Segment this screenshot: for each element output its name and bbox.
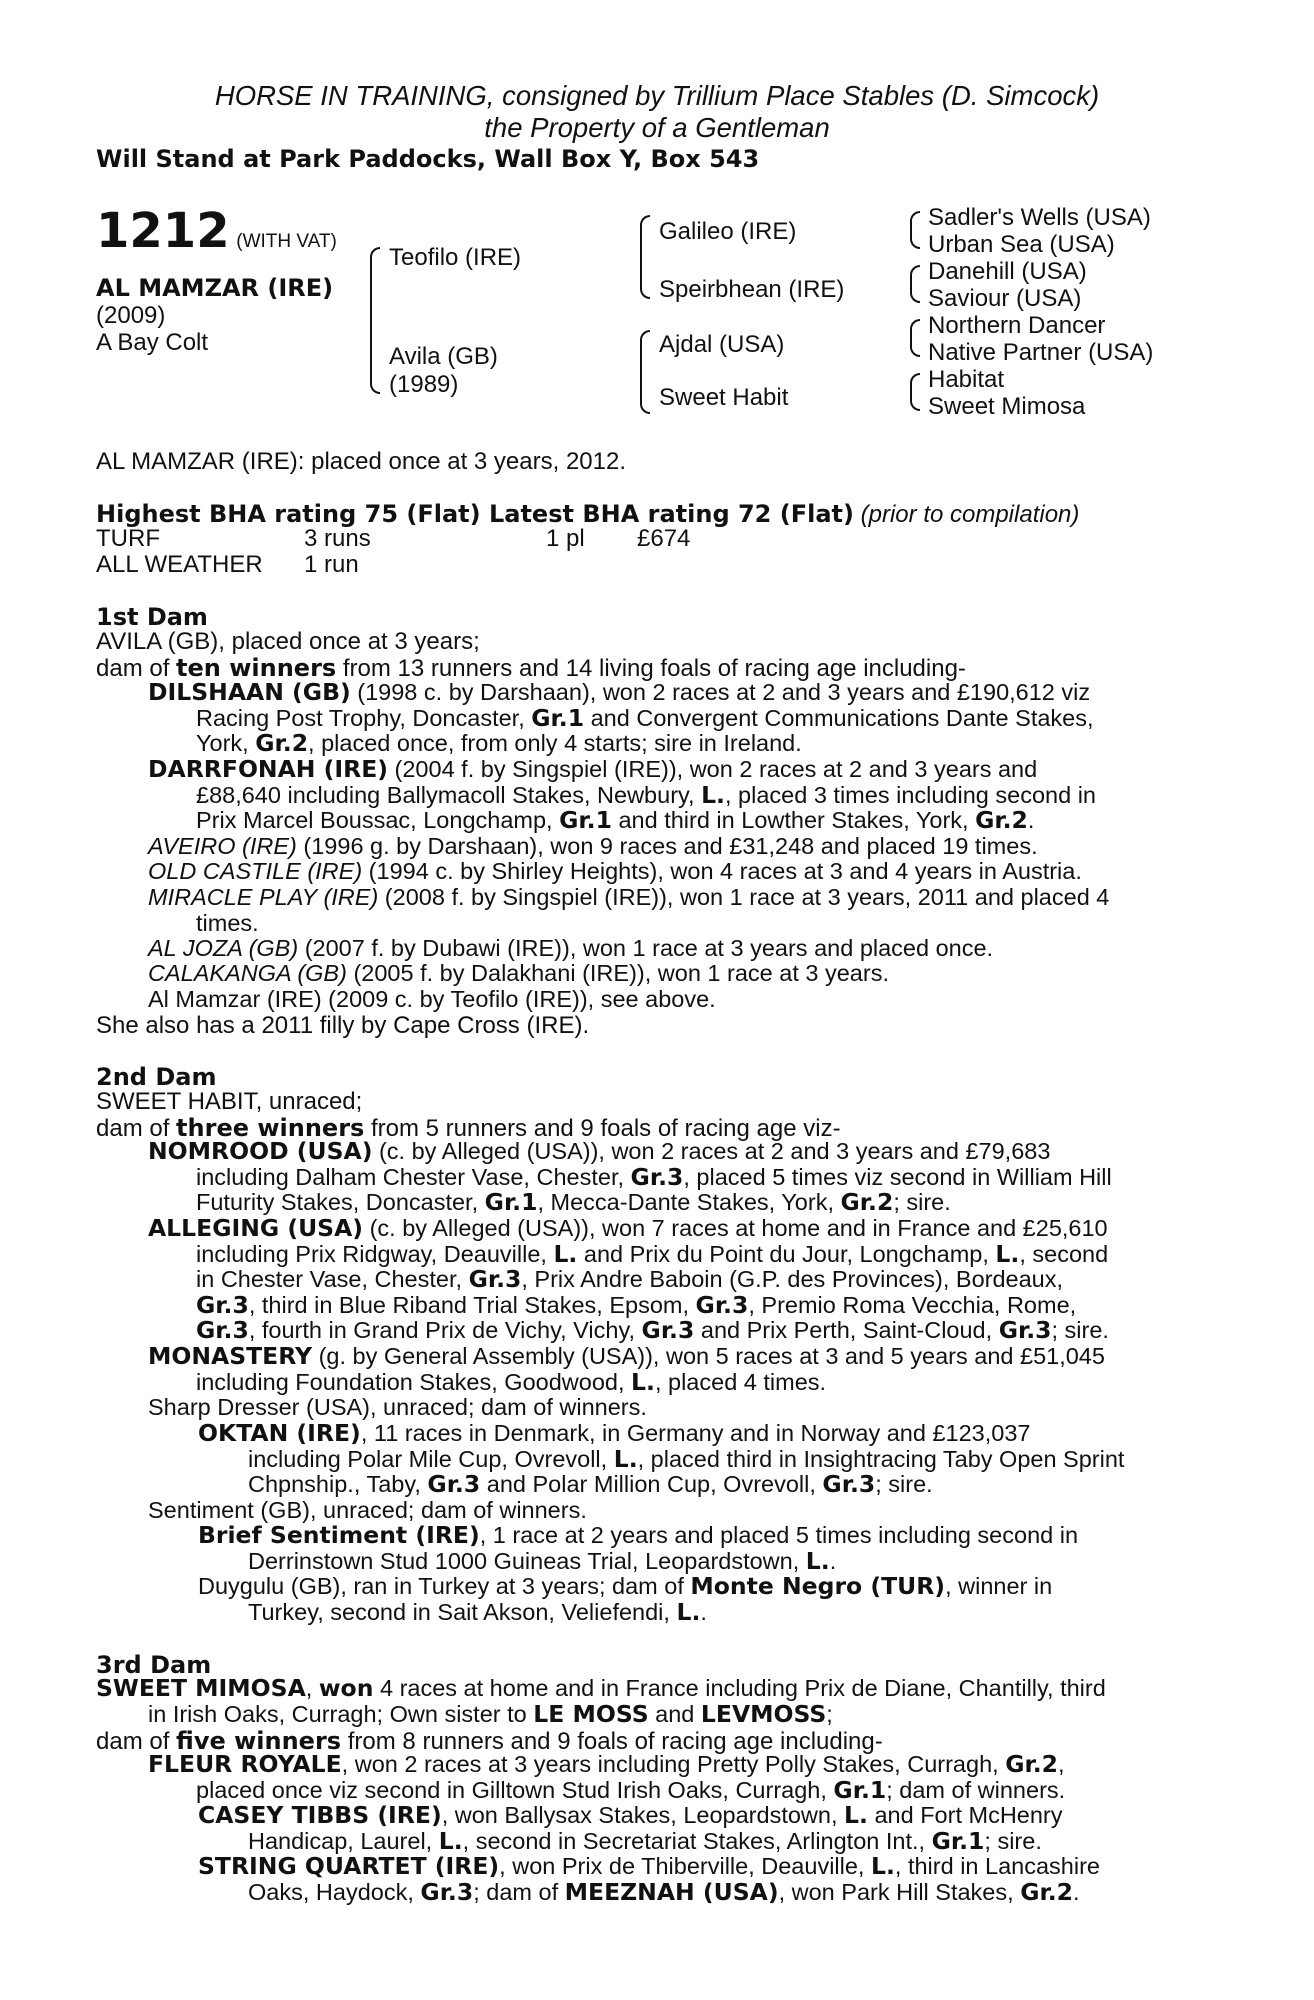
- produce-oktan: OKTAN (IRE), 11 races in Denmark, in Germany and in Norway and £123,037 including Polar Mile Cup, Ovrevoll, L., placed third in Insightracing Taby Open Sprint Chpnship., Taby, Gr.3 and Polar Million Cup, Ovrevoll, Gr.3; sire.: [198, 1419, 1125, 1498]
- first-dam-intro: AVILA (GB), placed once at 3 years;: [96, 628, 480, 655]
- produce-aveiro: AVEIRO (IRE) (1996 g. by Darshaan), won 9 races and £31,248 and placed 19 times.: [148, 833, 1038, 859]
- turf-placed: 1 pl: [546, 525, 585, 552]
- placed-summary: AL MAMZAR (IRE): placed once at 3 years, 2012.: [96, 448, 627, 475]
- pedigree-sire: Teofilo (IRE): [389, 244, 522, 271]
- produce-duygulu: Duygulu (GB), ran in Turkey at 3 years; dam of Monte Negro (TUR), winner in Turkey, second in Sait Akson, Veliefendi, L..: [198, 1572, 1053, 1626]
- produce-sharp-dresser: Sharp Dresser (USA), unraced; dam of winners.: [148, 1394, 647, 1420]
- pedigree-brace-main: [370, 247, 380, 394]
- produce-al-joza: AL JOZA (GB) (2007 f. by Dubawi (IRE)), won 1 race at 3 years and placed once.: [148, 935, 994, 961]
- second-dam-intro: SWEET HABIT, unraced;: [96, 1088, 363, 1115]
- second-dam-heading: 2nd Dam: [96, 1063, 217, 1091]
- first-dam-produce: dam of ten winners from 13 runners and 14 living foals of racing age including-: [96, 654, 966, 682]
- third-dam-sweet-mimosa: SWEET MIMOSA, won 4 races at home and in France including Prix de Diane, Chantilly, third in Irish Oaks, Curragh; Own sister to LE MOSS and LEVMOSS;: [96, 1674, 1106, 1728]
- rating-note: (prior to compilation): [860, 501, 1080, 528]
- produce-calakanga: CALAKANGA (GB) (2005 f. by Dalakhani (IRE)), won 1 race at 3 years.: [148, 960, 889, 986]
- header-property: the Property of a Gentleman: [484, 112, 830, 143]
- produce-sentiment: Sentiment (GB), unraced; dam of winners.: [148, 1497, 587, 1523]
- pedigree-dss: Northern Dancer: [928, 312, 1106, 339]
- produce-casey-tibbs: CASEY TIBBS (IRE), won Ballysax Stakes, Leopardstown, L. and Fort McHenry Handicap, Laurel, L., second in Secretariat Stakes, Arlington Int., Gr.1; sire.: [198, 1801, 1063, 1855]
- rating-line: [96, 500, 1079, 529]
- produce-monastery: MONASTERY (g. by General Assembly (USA)), won 5 races at 3 and 5 years and £51,045 including Foundation Stakes, Goodwood, L., placed 4 times.: [148, 1342, 1105, 1396]
- pedigree-sdd: Saviour (USA): [928, 285, 1082, 312]
- pedigree-brace-dd: [910, 373, 920, 411]
- pedigree-sire-dam: Speirbhean (IRE): [659, 276, 845, 303]
- pedigree-brace-ds: [910, 319, 920, 357]
- produce-old-castile: OLD CASTILE (IRE) (1994 c. by Shirley Heights), won 4 races at 3 and 4 years in Austria.: [148, 858, 1082, 884]
- aw-label: ALL WEATHER: [96, 551, 263, 578]
- lot-vat: (WITH VAT): [236, 231, 337, 252]
- pedigree-sire-sire: Galileo (IRE): [659, 218, 797, 245]
- pedigree-dam-year: (1989): [389, 371, 459, 398]
- pedigree-dam: Avila (GB): [389, 343, 498, 370]
- aw-runs: 1 run: [304, 551, 359, 578]
- pedigree-ddd: Sweet Mimosa: [928, 393, 1086, 420]
- horse-description: A Bay Colt: [96, 329, 209, 356]
- first-dam-heading: 1st Dam: [96, 603, 208, 631]
- pedigree-dam-dam: Sweet Habit: [659, 384, 789, 411]
- second-dam-produce: dam of three winners from 5 runners and 9 foals of racing age viz-: [96, 1114, 841, 1142]
- horse-name: AL MAMZAR (IRE): [96, 274, 334, 302]
- produce-brief-sentiment: Brief Sentiment (IRE), 1 race at 2 years and placed 5 times including second in Derrinstown Stud 1000 Guineas Trial, Leopardstown, L..: [198, 1521, 1079, 1575]
- third-dam-produce: dam of five winners from 8 runners and 9 foals of racing age including-: [96, 1727, 883, 1755]
- turf-runs: 3 runs: [304, 525, 371, 552]
- turf-money: £674: [637, 525, 691, 552]
- pedigree-dsd: Native Partner (USA): [928, 339, 1154, 366]
- pedigree-brace-sd: [910, 265, 920, 303]
- header-consignor: HORSE IN TRAINING, consigned by Trillium Place Stables (D. Simcock): [214, 80, 1100, 111]
- first-dam-also: She also has a 2011 filly by Cape Cross (IRE).: [96, 1012, 590, 1039]
- horse-year: (2009): [96, 302, 166, 329]
- pedigree-dds: Habitat: [928, 366, 1005, 393]
- produce-fleur-royale: FLEUR ROYALE, won 2 races at 3 years including Pretty Polly Stakes, Curragh, Gr.2, placed once viz second in Gilltown Stud Irish Oaks, Curragh, Gr.1; dam of winners.: [148, 1750, 1066, 1804]
- pedigree-brace-sire: [640, 215, 650, 299]
- pedigree-ssd: Urban Sea (USA): [928, 231, 1115, 258]
- pedigree-dam-sire: Ajdal (USA): [659, 331, 785, 358]
- pedigree-sss: Sadler's Wells (USA): [928, 204, 1151, 231]
- produce-alleging: ALLEGING (USA) (c. by Alleged (USA)), won 7 races at home and in France and £25,610 including Prix Ridgway, Deauville, L. and Prix du Point du Jour, Longchamp, L., second in Chester Vase, Chester, Gr.3, Prix Andre Baboin (G.P. des Provinces), Bordeaux, Gr.3, third in Blue Riband Trial Stakes, Epsom, Gr.3, Premio Roma Vecchia, Rome, Gr.3, fourth in Grand Prix de Vichy, Vichy, Gr.3 and Prix Perth, Saint-Cloud, Gr.3; sire.: [148, 1214, 1109, 1344]
- rating-bold: Highest BHA rating 75 (Flat) Latest BHA rating 72 (Flat): [96, 500, 854, 528]
- third-dam-heading: 3rd Dam: [96, 1651, 212, 1679]
- produce-string-quartet: STRING QUARTET (IRE), won Prix de Thiberville, Deauville, L., third in Lancashire Oaks, Haydock, Gr.3; dam of MEEZNAH (USA), won Park Hill Stakes, Gr.2.: [198, 1852, 1100, 1906]
- lot-number-row: [96, 203, 337, 259]
- produce-al-mamzar: Al Mamzar (IRE) (2009 c. by Teofilo (IRE)), see above.: [148, 986, 716, 1012]
- pedigree-sds: Danehill (USA): [928, 258, 1087, 285]
- produce-darrfonah: DARRFONAH (IRE) (2004 f. by Singspiel (IRE)), won 2 races at 2 and 3 years and £88,640 including Ballymacoll Stakes, Newbury, L., placed 3 times including second in Prix Marcel Boussac, Longchamp, Gr.1 and third in Lowther Stakes, York, Gr.2.: [148, 755, 1096, 834]
- lot-number: 1212: [96, 203, 230, 259]
- pedigree-brace-ss: [910, 211, 920, 249]
- produce-miracle-play: MIRACLE PLAY (IRE) (2008 f. by Singspiel (IRE)), won 1 race at 3 years, 2011 and placed 4 times.: [148, 884, 1110, 936]
- turf-label: TURF: [96, 525, 160, 552]
- header-location: Will Stand at Park Paddocks, Wall Box Y, Box 543: [96, 145, 760, 173]
- pedigree-brace-dam: [640, 330, 650, 414]
- produce-nomrood: NOMROOD (USA) (c. by Alleged (USA)), won 2 races at 2 and 3 years and £79,683 including Dalham Chester Vase, Chester, Gr.3, placed 5 times viz second in William Hill Futurity Stakes, Doncaster, Gr.1, Mecca-Dante Stakes, York, Gr.2; sire.: [148, 1137, 1112, 1216]
- produce-dilshaan: DILSHAAN (GB) (1998 c. by Darshaan), won 2 races at 2 and 3 years and £190,612 viz Racing Post Trophy, Doncaster, Gr.1 and Convergent Communications Dante Stakes, York, Gr.2, placed once, from only 4 starts; sire in Ireland.: [148, 678, 1094, 757]
